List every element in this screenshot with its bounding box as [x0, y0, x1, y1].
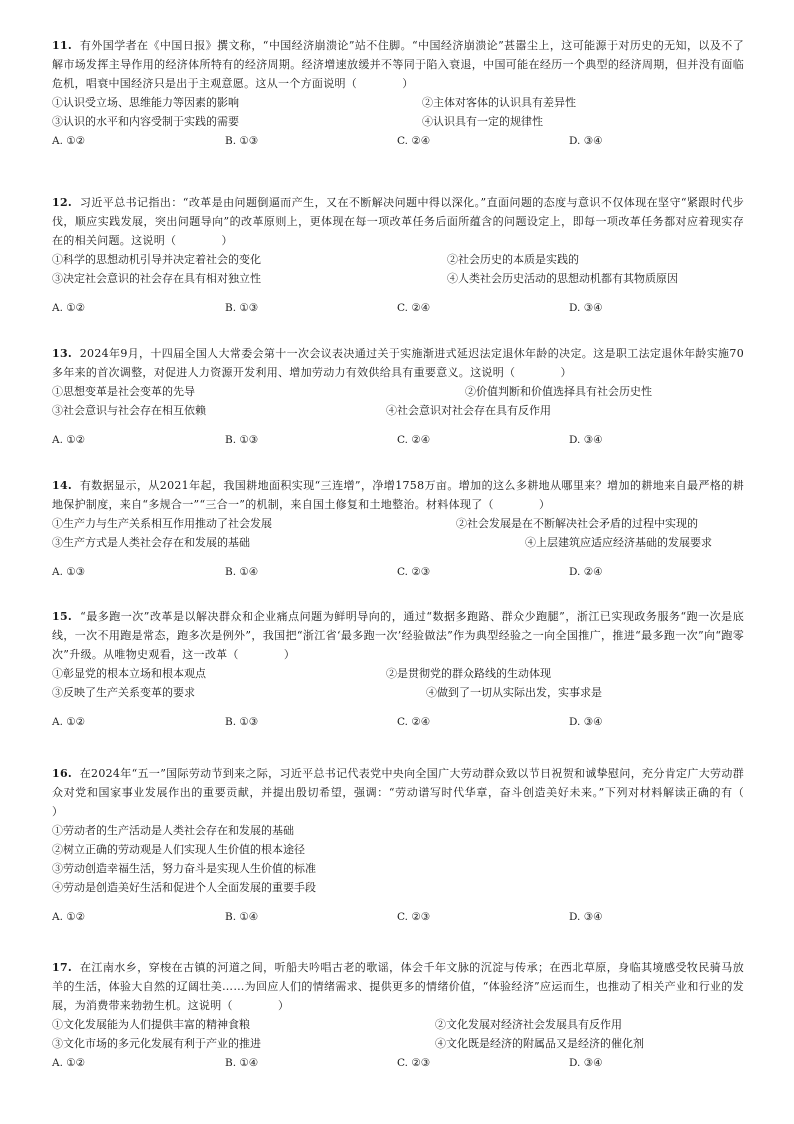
answer-d[interactable]: D. ③④	[569, 302, 603, 314]
question-15	[52, 607, 744, 732]
answer-choices	[52, 562, 744, 582]
answer-c[interactable]: C. ②④	[397, 302, 431, 314]
option-list	[52, 93, 744, 131]
question-stem	[52, 193, 744, 250]
question-13	[52, 344, 744, 450]
option-2: ②价值判断和价值选择具有社会历史性	[465, 385, 652, 398]
question-number: 15.	[52, 610, 73, 623]
answer-b[interactable]: B. ①③	[225, 135, 259, 147]
option-1: ①彰显党的根本立场和根本观点	[52, 667, 206, 680]
answer-a[interactable]: A. ①②	[52, 716, 86, 728]
question-text: 有外国学者在《中国日报》撰文称，“中国经济崩溃论”站不住脚。“中国经济崩溃论”甚嚣尘上，这可能源于对历史的无知，以及不了解市场发挥主导作用的经济体所特有的经济周期。经济增速放缓并不等同于陷入衰退，中国可能在经历一个典型的经济周期，但并没有面临危机，唱衰中国经济只是出于主观意愿。这从一个方面说明（ ）	[52, 39, 744, 90]
answer-choices	[52, 298, 744, 318]
question-11	[52, 36, 744, 151]
question-stem	[52, 36, 744, 93]
option-2: ②社会历史的本质是实践的	[447, 253, 579, 266]
option-3: ③生产方式是人类社会存在和发展的基础	[52, 536, 250, 549]
option-1: ①思想变革是社会变革的先导	[52, 385, 195, 398]
answer-b[interactable]: B. ①④	[225, 1057, 259, 1069]
answer-a[interactable]: A. ①③	[52, 566, 86, 578]
answer-c[interactable]: C. ②③	[397, 911, 431, 923]
answer-b[interactable]: B. ①③	[225, 434, 259, 446]
question-text: 在2024年“五一”国际劳动节到来之际，习近平总书记代表党中央向全国广大劳动群众致以节日祝贺和诚挚慰问，充分肯定广大劳动群众对党和国家事业发展作出的重要贡献，并提出殷切希望，强调：“劳动谱写时代华章，奋斗创造美好未来。”下列对材料解读正确的有（ ）	[52, 767, 790, 818]
question-number: 14.	[52, 479, 73, 492]
answer-b[interactable]: B. ①④	[225, 566, 259, 578]
question-number: 13.	[52, 347, 73, 360]
option-4: ④上层建筑应适应经济基础的发展要求	[525, 536, 712, 549]
option-4: ④做到了一切从实际出发，实事求是	[426, 686, 602, 699]
answer-a[interactable]: A. ①②	[52, 1057, 86, 1069]
option-2: ②主体对客体的认识具有差异性	[422, 96, 576, 109]
answer-d[interactable]: D. ③④	[569, 135, 603, 147]
option-2: ②社会发展是在不断解决社会矛盾的过程中实现的	[456, 517, 698, 530]
answer-choices	[52, 430, 744, 450]
option-list	[52, 1015, 744, 1053]
option-4: ④人类社会历史活动的思想动机都有其物质原因	[447, 272, 678, 285]
option-3: ③劳动创造幸福生活，努力奋斗是实现人生价值的标准	[52, 862, 316, 875]
option-4: ④劳动是创造美好生活和促进个人全面发展的重要手段	[52, 881, 316, 894]
option-1: ①文化发展能为人们提供丰富的精神食粮	[52, 1018, 250, 1031]
answer-c[interactable]: C. ②③	[397, 1057, 431, 1069]
option-3: ③认识的水平和内容受制于实践的需要	[52, 115, 239, 128]
answer-c[interactable]: C. ②③	[397, 566, 431, 578]
answer-d[interactable]: D. ③④	[569, 716, 603, 728]
option-3: ③反映了生产关系变革的要求	[52, 686, 195, 699]
question-16	[52, 764, 790, 927]
answer-c[interactable]: C. ②④	[397, 135, 431, 147]
option-3: ③文化市场的多元化发展有利于产业的推进	[52, 1037, 261, 1050]
question-stem	[52, 476, 744, 514]
option-4: ④社会意识对社会存在具有反作用	[386, 404, 551, 417]
answer-c[interactable]: C. ②④	[397, 434, 431, 446]
question-text: 在江南水乡，穿梭在古镇的河道之间，听船夫吟唱古老的歌谣，体会千年文脉的沉淀与传承；在西北草原，身临其境感受牧民骑马放羊的生活，体验大自然的辽阔壮美……为回应人们的情绪需求、提供更多的情绪价值，“体验经济”应运而生，也推动了相关产业和行业的发展，为消费带来勃勃生机。这说明（ ）	[52, 961, 744, 1012]
question-text: 习近平总书记指出：“改革是由问题倒逼而产生，又在不断解决问题中得以深化。”直面问题的态度与意识不仅体现在坚守“紧跟时代步伐，顺应实践发展，突出问题导向”的改革原则上，更体现在每一项改革任务后面所蕴含的问题设定上，即每一项改革任务都对应着现实存在的相关问题。这说明（ ）	[52, 196, 744, 247]
question-stem	[52, 607, 744, 664]
answer-choices	[52, 712, 744, 732]
option-1: ①认识受立场、思维能力等因素的影响	[52, 96, 239, 109]
answer-choices	[52, 907, 744, 927]
option-3: ③社会意识与社会存在相互依赖	[52, 404, 206, 417]
answer-a[interactable]: A. ①②	[52, 135, 86, 147]
answer-b[interactable]: B. ①③	[225, 302, 259, 314]
option-list	[52, 382, 744, 420]
option-4: ④文化既是经济的附属品又是经济的催化剂	[435, 1037, 644, 1050]
question-number: 12.	[52, 196, 73, 209]
option-list	[52, 821, 744, 897]
answer-b[interactable]: B. ①③	[225, 716, 259, 728]
answer-d[interactable]: D. ②④	[569, 566, 603, 578]
option-2: ②文化发展对经济社会发展具有反作用	[435, 1018, 622, 1031]
question-14	[52, 476, 744, 582]
question-stem	[52, 958, 744, 1015]
option-1: ①科学的思想动机引导并决定着社会的变化	[52, 253, 261, 266]
question-text: 2024年9月，十四届全国人大常委会第十一次会议表决通过关于实施渐进式延迟法定退休年龄的决定。这是职工法定退休年龄实施70多年来的首次调整，对促进人力资源开发利用、增加劳动力有效供给具有重要意义。这说明（ ）	[52, 347, 744, 379]
option-1: ①生产力与生产关系相互作用推动了社会发展	[52, 517, 272, 530]
answer-a[interactable]: A. ①②	[52, 911, 86, 923]
question-number: 16.	[52, 767, 73, 780]
answer-choices	[52, 1053, 744, 1073]
option-list	[52, 664, 744, 702]
answer-d[interactable]: D. ③④	[569, 434, 603, 446]
option-1: ①劳动者的生产活动是人类社会存在和发展的基础	[52, 824, 294, 837]
question-17	[52, 958, 744, 1073]
option-list	[52, 250, 744, 288]
question-number: 17.	[52, 961, 73, 974]
question-number: 11.	[52, 39, 73, 52]
option-2: ②树立正确的劳动观是人们实现人生价值的根本途径	[52, 843, 305, 856]
answer-a[interactable]: A. ①②	[52, 302, 86, 314]
answer-b[interactable]: B. ①④	[225, 911, 259, 923]
answer-d[interactable]: D. ③④	[569, 1057, 603, 1069]
option-3: ③决定社会意识的社会存在具有相对独立性	[52, 272, 261, 285]
answer-c[interactable]: C. ②④	[397, 716, 431, 728]
question-text: 有数据显示，从2021年起，我国耕地面积实现“三连增”，净增1758万亩。增加的这么多耕地从哪里来？增加的耕地来自最严格的耕地保护制度，来自“多规合一”“三合一”的机制，来自国土修复和土地整治。材料体现了（ ）	[52, 479, 744, 511]
question-stem	[52, 344, 744, 382]
option-list	[52, 514, 744, 552]
option-2: ②是贯彻党的群众路线的生动体现	[386, 667, 551, 680]
answer-choices	[52, 131, 744, 151]
answer-a[interactable]: A. ①②	[52, 434, 86, 446]
answer-d[interactable]: D. ③④	[569, 911, 603, 923]
question-12	[52, 193, 744, 318]
question-stem	[52, 764, 790, 821]
question-text: “最多跑一次”改革是以解决群众和企业痛点问题为鲜明导向的，通过“数据多跑路、群众少跑腿”，浙江已实现政务服务“跑一次是底线，一次不用跑是常态，跑多次是例外”，我国把“浙江省‘最多跑一次’经验做法”作为典型经验之一向全国推广，推进“最多跑一次”向“跑零次”升级。从唯物史观看，这一改革（ ）	[52, 610, 744, 661]
option-4: ④认识具有一定的规律性	[422, 115, 543, 128]
